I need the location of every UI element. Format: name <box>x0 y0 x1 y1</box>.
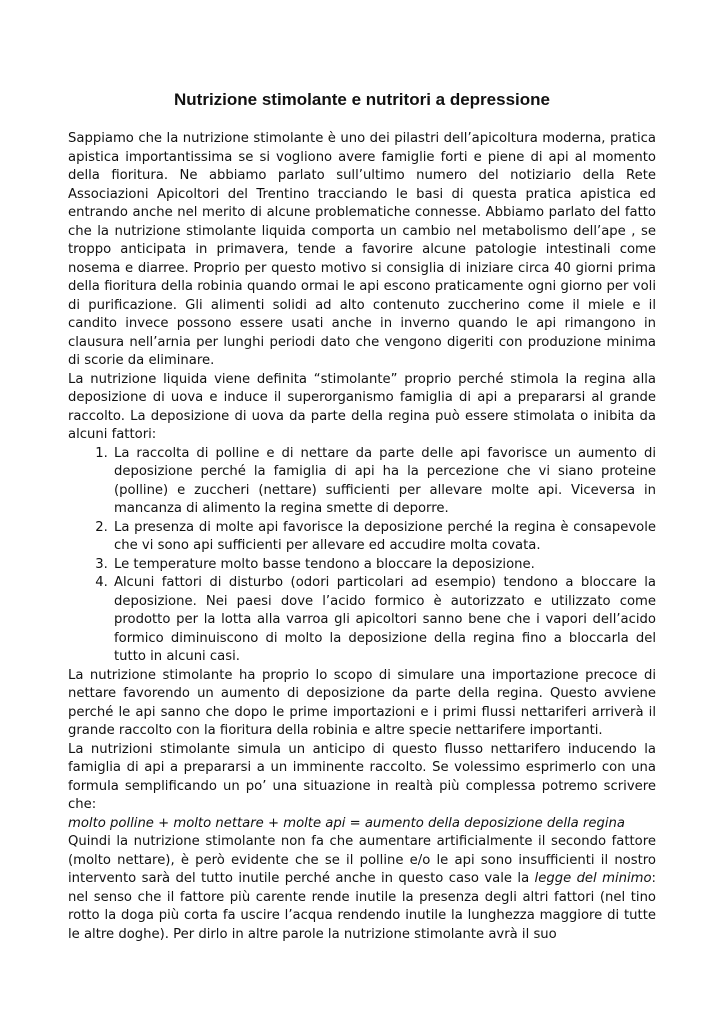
factors-list <box>68 445 656 667</box>
list-item-pollen-nectar: 1. La raccolta di polline e di nettare da parte delle api favorisce un aumento di deposizione perché la famiglia di api ha la percezione che vi siano proteine (polline) e zuccheri (nettare) sufficienti per allevare molte api. Viceversa in mancanza di alimento la regina smette di deporre. <box>112 445 656 519</box>
list-item-disturbance-factors: 4. Alcuni fattori di disturbo (odori particolari ad esempio) tendono a bloccare la deposizione. Nei paesi dove l’acido formico è autorizzato e utilizzato come prodotto per la lotta alla varroa gli apicoltori sanno bene che i vapori dell’acido formico diminuiscono di molto la deposizione della regina fino a bloccarla del tutto in alcuni casi. <box>112 574 656 667</box>
paragraph-stimulating-definition: La nutrizione liquida viene definita “stimolante” proprio perché stimola la regina alla deposizione di uova e induce il superorganismo famiglia di api a prepararsi al grande raccolto. La deposizione di uova da parte della regina può essere stimolata o inibita da alcuni fattori: <box>68 371 656 442</box>
paragraph-simulation: La nutrizioni stimolante simula un anticipo di questo flusso nettarifero inducendo la famiglia di api a prepararsi a un imminente raccolto. Se volessimo esprimerlo con una formula semplificando un po’ una situazione in realtà più complessa potremo scrivere che: <box>68 741 656 812</box>
paragraph-purpose: La nutrizione stimolante ha proprio lo scopo di simulare una importazione precoce di nettare favorendo un aumento di deposizione da parte della regina. Questo avviene perché le api sanno che dopo le prime importazioni e i primi flussi nettariferi arriverà il grande raccolto con la fioritura della robinia e altre specie nettarifere importanti. <box>68 667 656 738</box>
paragraph-law-of-minimum <box>68 833 656 944</box>
document-body <box>68 130 656 944</box>
document-title: Nutrizione stimolante e nutritori a depressione <box>174 90 550 109</box>
formula-line: molto polline + molto nettare + molte api = aumento della deposizione della regina <box>68 815 625 831</box>
law-of-minimum-term: legge del minimo <box>534 871 652 886</box>
list-item-low-temperatures: 3. Le temperature molto basse tendono a bloccare la deposizione. <box>112 556 656 575</box>
law-text-start: Quindi la nutrizione stimolante non fa che aumentare artificialmente il secondo fattore (molto nettare), è però evidente che se il polline e/o le api sono insufficienti il nostro intervento sarà del tutto inutile perché anche in questo caso vale la <box>68 834 656 886</box>
paragraph-intro: Sappiamo che la nutrizione stimolante è uno dei pilastri dell’apicoltura moderna, pratica apistica importantissima se si vogliono avere famiglie forti e piene di api al momento della fioritura. Ne abbiamo parlato sull’ultimo numero del notiziario della Rete Associazioni Apicoltori del Trentino tracciando le basi di questa pratica apistica ed entrando anche nel merito di alcune problematiche connesse. Abbiamo parlato del fatto che la nutrizione stimolante liquida comporta un cambio nel metabolismo dell’ape , se troppo anticipata in primavera, tende a favorire alcune patologie intestinali come nosema e diarree. Proprio per questo motivo si consiglia di iniziare circa 40 giorni prima della fioritura della robinia quando ormai le api escono praticamente ogni giorno per voli di purificazione. Gli alimenti solidi ad alto contenuto zuccherino come il miele e il candito invece possono essere usati anche in inverno quando le api rimangono in clausura nell’arnia per lunghi periodi dato che vengono digeriti con produzione minima di scorie da eliminare. <box>68 131 656 368</box>
list-item-many-bees: 2. La presenza di molte api favorisce la deposizione perché la regina è consapevole che vi sono api sufficienti per allevare ed accudire molta covata. <box>112 519 656 556</box>
law-text-end: : nel senso che il fattore più carente rende inutile la presenza degli altri fattori (nel tino rotto la doga più corta fa uscire l’acqua rendendo inutile la lunghezza maggiore di tutte le altre doghe). Per dirlo in altre parole la nutrizione stimolante avrà il suo <box>68 871 656 942</box>
